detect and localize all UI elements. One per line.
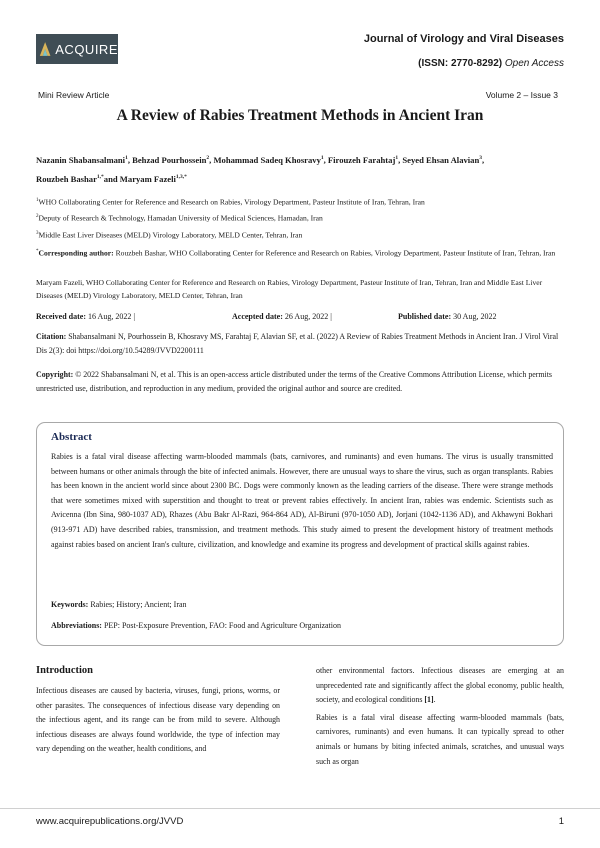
author-name: Nazanin Shabansalmani (36, 154, 126, 165)
affiliation (36, 228, 566, 242)
received-value: 16 Aug, 2022 | (85, 312, 135, 321)
keywords-text: Rabies; History; Ancient; Iran (88, 600, 187, 609)
column-left (36, 684, 280, 757)
author-name: Seyed Ehsan Alavian (402, 154, 480, 165)
copyright-label: Copyright: (36, 370, 74, 379)
corresponding-author (36, 246, 566, 260)
author-separator: , (323, 154, 328, 165)
abbreviations-label: Abbreviations: (51, 621, 102, 630)
published-label: Published date: (398, 312, 452, 321)
author-list (36, 150, 566, 188)
intro-paragraph: Rabies is a fatal viral disease affecting warm-blooded mammals (bats, carnivores, ruminants) and even humans. It can typically spread to other animals or humans by biting infected animals, scratches, and unusual ways such as organ (316, 712, 564, 766)
issn: (ISSN: 2770-8292) (418, 58, 503, 69)
abstract-heading: Abstract (51, 431, 92, 443)
acquire-logo-icon (36, 34, 54, 64)
article-type: Mini Review Article (38, 90, 110, 100)
publisher-logo (36, 34, 118, 64)
published-value: 30 Aug, 2022 (451, 312, 497, 321)
affiliation-sup: 3 (36, 231, 39, 236)
copyright (36, 368, 568, 395)
reference-link[interactable]: [1] (424, 695, 434, 705)
column-right (316, 664, 564, 769)
citation-label: Citation: (36, 332, 67, 341)
page-number: 1 (558, 816, 564, 827)
abstract-text: Rabies is a fatal viral disease affecting warm-blooded mammals (bats, carnivores, and ruminants) and even humans. The virus is usually transmitted between humans or other animals through the bite of infected animals. However, there are unusual ways to share the virus, such as organ transplants. Rabies has been known in the ancient world since about 2300 BC. Dogs were commonly known as the leading carriers of the disease. There were strange methods that were sometimes mixed with superstition and thought to treat or prevent rabies effectively. In ancient Iran, rabies was endemic. Scientists such as Avicenna (Ibn Sina, 980-1037 AD), Rhazes (Abu Bakr Al-Razi, 964-864 AD), Al-Biruni (970-1050 AD), Jorjani (1042-1136 AD), and Akhawyni Bokhari (913-971 AD) have described rabies, transmission, and treatment methods. This study aimed to present the development history of treatment methods against rabies based on ancient Iran's culture, civilization, and knowledge and examine its progress and development of practical skills against rabies. (51, 452, 553, 549)
abbreviations (51, 621, 341, 630)
keywords (51, 600, 187, 609)
logo-text: ACQUIRE (55, 41, 118, 57)
affiliation-sup: 2 (36, 214, 39, 219)
affiliation-text: Deputy of Research & Technology, Hamadan University of Medical Sciences, Hamadan, Iran (38, 213, 323, 223)
journal-name: Journal of Virology and Viral Diseases (363, 33, 564, 45)
accepted-value: 26 Aug, 2022 | (282, 312, 332, 321)
corresponding-author-2: Maryam Fazeli, WHO Collaborating Center for Reference and Research on Rabies, Virology Department, Pasteur Institute of Iran, Tehran, Iran and Middle East Liver Diseases (MELD) Virology Laboratory, MELD Center, Tehran, Iran (36, 278, 543, 300)
citation-text[interactable]: Shabansalmani N, Pourhossein B, Khosravy MS, Farahtaj F, Alavian SF, et al. (2022) A Review of Rabies Treatment Methods in Ancient Iran. J Virol Viral Dis 2(3): doi https://doi.org/10.54289/JVVD2200111 (36, 332, 559, 355)
intro-text-end: . (433, 695, 436, 705)
abstract-box (36, 422, 564, 646)
citation (36, 330, 568, 357)
author-affil-sup: 1 (395, 155, 399, 161)
author-affil-sup: 2 (206, 155, 210, 161)
intro-paragraph: Infectious diseases are caused by bacteria, viruses, fungi, prions, worms, or other parasites. The consequences of infectious disease vary depending on the infectious agent, and its range can be from mild to severe. Although infectious diseases are always found worldwide, the type of infection may vary depending on the weather, health conditions, and (36, 686, 280, 754)
open-access-label: Open Access (504, 58, 564, 69)
article-title: A Review of Rabies Treatment Methods in Ancient Iran (116, 107, 484, 124)
author-name: Rouzbeh Bashar (36, 173, 97, 184)
copyright-text: © 2022 Shabansalmani N, et al. This is an open-access article distributed under the terms of the Creative Commons Attribution License, which permits unrestricted use, distribution, and reproduction in any medium, provided the original author and source are credited. (36, 370, 553, 393)
author-affil-sup: 1,* (96, 173, 104, 180)
volume-issue: Volume 2 – Issue 3 (485, 90, 558, 100)
keywords-label: Keywords: (51, 600, 89, 609)
author-affil-sup: 1,3,* (175, 173, 187, 180)
affiliation-text: WHO Collaborating Center for Reference and Research on Rabies, Virology Department, Pasteur Institute of Iran, Tehran, Iran (38, 197, 425, 207)
corresponding-sup: * (36, 249, 39, 254)
author-affil-sup: 3 (479, 155, 482, 161)
published-date (398, 312, 496, 321)
introduction-heading: Introduction (36, 665, 93, 676)
author-separator: , (127, 154, 133, 165)
accepted-date (232, 312, 332, 321)
affiliation-sup: 1 (36, 198, 39, 203)
author-and: and (103, 173, 120, 184)
author-affil-sup: 1 (320, 155, 324, 161)
received-date (36, 312, 135, 321)
abbreviations-text: PEP: Post-Exposure Prevention, FAO: Food and Agriculture Organization (101, 621, 341, 630)
received-label: Received date: (36, 312, 86, 321)
author-separator: , (398, 154, 403, 165)
corresponding-label: Corresponding author: (38, 248, 114, 258)
author-name: Firouzeh Farahtaj (327, 154, 396, 165)
footer-url[interactable]: www.acquirepublications.org/JVVD (36, 816, 184, 827)
author-name: Behzad Pourhossein (132, 154, 207, 165)
footer-divider (0, 808, 600, 809)
author-separator: , (209, 154, 214, 165)
author-affil-sup: 1 (125, 155, 128, 161)
author-name: Mohammad Sadeq Khosravy (213, 154, 321, 165)
affiliation-text: Middle East Liver Diseases (MELD) Virology Laboratory, MELD Center, Tehran, Iran (38, 230, 303, 240)
issn-line (418, 58, 564, 69)
intro-text: other environmental factors. Infectious diseases are emerging at an unprecedented rate and significantly affect the global economy, public health, society, and ecological conditions (316, 666, 564, 705)
author-name: Maryam Fazeli (119, 173, 176, 184)
affiliation (36, 195, 566, 209)
accepted-label: Accepted date: (232, 312, 283, 321)
intro-paragraph (316, 664, 564, 708)
author-separator: , (482, 154, 485, 165)
corresponding-text: Rouzbeh Bashar, WHO Collaborating Center for Reference and Research on Rabies, Virology Department, Pasteur Institute of Iran, Tehran, Iran (113, 248, 556, 258)
affiliation (36, 211, 566, 225)
